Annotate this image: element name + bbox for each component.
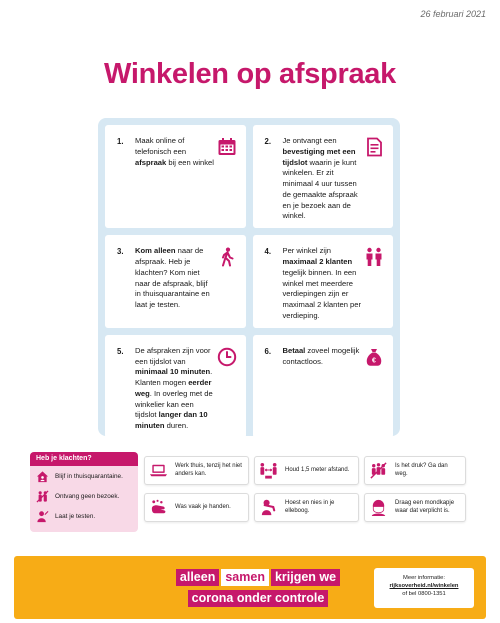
step-text bbox=[283, 346, 364, 368]
money-bag-icon bbox=[364, 347, 384, 367]
step-text-part: Je ontvangt een bbox=[282, 136, 337, 145]
step-number: 2. bbox=[264, 137, 272, 146]
step-text-part: . Klanten mogen bbox=[135, 367, 213, 388]
complaint-item bbox=[30, 466, 138, 486]
svg-text:€: € bbox=[372, 357, 376, 365]
step-text-bold: Betaal bbox=[282, 345, 306, 355]
tip-card bbox=[254, 493, 359, 522]
tip-label: Hoest en nies in je elleboog. bbox=[285, 499, 335, 514]
crowd-icon bbox=[369, 461, 388, 480]
document-icon bbox=[364, 137, 384, 157]
step-number: 5. bbox=[117, 346, 124, 356]
complaints-heading: Heb je klachten? bbox=[30, 452, 138, 466]
slogan bbox=[169, 568, 347, 610]
step-text bbox=[135, 246, 216, 311]
tips-grid bbox=[144, 456, 464, 526]
step-number: 1. bbox=[117, 137, 124, 146]
distance-icon bbox=[259, 461, 278, 480]
step-card bbox=[253, 235, 394, 327]
complaint-item bbox=[30, 506, 138, 526]
step-number: 3. bbox=[117, 247, 124, 257]
step-text-bold: maximaal 2 klanten bbox=[282, 257, 353, 267]
clock-icon bbox=[217, 347, 237, 367]
complaint-label: Ontvang geen bezoek. bbox=[55, 492, 120, 500]
step-text-part: . In overleg met de winkelier kan een tijdslot bbox=[135, 388, 213, 420]
tip-card bbox=[144, 493, 249, 522]
tip-card bbox=[364, 456, 466, 485]
sneeze-icon bbox=[259, 498, 278, 517]
face-mask-icon bbox=[369, 498, 388, 517]
complaint-label: Blijf in thuisquarantaine. bbox=[55, 472, 123, 480]
step-text-bold: Kom alleen bbox=[135, 246, 176, 256]
page-title: Winkelen op afspraak bbox=[104, 58, 396, 90]
step-text-part: naar de afspraak. Heb je klachten? Kom niet naar de afspraak, blijf in thuisquarantaine en laat je testen. bbox=[135, 246, 210, 310]
step-text-bold: langer dan 10 minuten bbox=[135, 410, 208, 431]
info-phone: of bel 0800-1351 bbox=[402, 591, 446, 598]
test-icon bbox=[36, 510, 49, 523]
slogan-word: corona onder controle bbox=[188, 590, 329, 607]
no-visit-icon bbox=[36, 490, 49, 503]
complaint-label: Laat je testen. bbox=[55, 512, 96, 520]
step-text-part: duren. bbox=[164, 421, 189, 431]
tip-label: Draag een mondkapje waar dat verplicht is. bbox=[395, 499, 455, 514]
step-card bbox=[105, 235, 246, 327]
step-text-part: Maak online of telefonisch een bbox=[135, 136, 187, 156]
laptop-icon bbox=[149, 461, 168, 480]
tip-label: Is het druk? Ga dan weg. bbox=[395, 462, 448, 477]
complaint-item bbox=[30, 486, 138, 506]
step-card bbox=[105, 125, 246, 228]
tip-card bbox=[254, 456, 359, 485]
step-text-bold: eerder weg bbox=[135, 378, 212, 398]
slogan-word: samen bbox=[221, 569, 269, 586]
info-label: Meer informatie: bbox=[403, 575, 445, 581]
two-people-icon bbox=[364, 247, 384, 267]
step-text bbox=[283, 136, 364, 222]
step-text-part: waarin je kunt winkelen. Er zit minimaal 4 uur tussen de gemaakte afspraak en je bezoek aan de winkel. bbox=[282, 157, 358, 221]
step-text-bold: minimaal 10 minuten bbox=[135, 367, 211, 377]
step-text bbox=[283, 246, 364, 321]
slogan-word: krijgen we bbox=[271, 569, 340, 586]
tip-card bbox=[364, 493, 466, 522]
tip-label: Houd 1,5 meter afstand. bbox=[285, 466, 350, 473]
step-text-bold: bevestiging met een tijdslot bbox=[282, 146, 356, 167]
tip-card bbox=[144, 456, 249, 485]
step-text-part: bij een winkel bbox=[166, 157, 214, 167]
slogan-word: alleen bbox=[176, 569, 219, 586]
step-text-part: De afspraken zijn voor een tijdslot van bbox=[135, 345, 211, 366]
step-number: 6. bbox=[264, 346, 272, 356]
slogan-line-1 bbox=[169, 568, 347, 585]
step-card bbox=[253, 335, 394, 438]
tip-label: Werk thuis, tenzij het niet anders kan. bbox=[175, 462, 242, 477]
complaints-box bbox=[30, 452, 138, 532]
calendar-icon bbox=[217, 137, 237, 157]
slogan-line-2 bbox=[169, 589, 347, 606]
step-text-bold: afspraak bbox=[135, 157, 167, 167]
info-box bbox=[374, 568, 474, 608]
step-text-part: tegelijk binnen. In een winkel met meerdere verdiepingen zijn er maximaal 2 klanten per verdieping. bbox=[282, 267, 362, 320]
step-text-part: zoveel mogelijk contactloos. bbox=[282, 345, 360, 366]
info-link[interactable]: rijksoverheid.nl/winkelen bbox=[389, 583, 459, 590]
date-label: 26 februari 2021 bbox=[420, 9, 486, 19]
step-text bbox=[135, 346, 216, 432]
bottom-bar bbox=[14, 556, 486, 619]
step-number: 4. bbox=[264, 247, 272, 257]
step-card bbox=[105, 335, 246, 438]
house-icon bbox=[36, 470, 49, 483]
step-card bbox=[253, 125, 394, 228]
walking-person-icon bbox=[217, 247, 237, 267]
tip-label: Was vaak je handen. bbox=[175, 503, 231, 510]
steps-panel bbox=[98, 118, 400, 436]
step-text bbox=[135, 136, 216, 168]
step-text-part: Per winkel zijn bbox=[282, 246, 332, 256]
wash-hands-icon bbox=[149, 498, 168, 517]
